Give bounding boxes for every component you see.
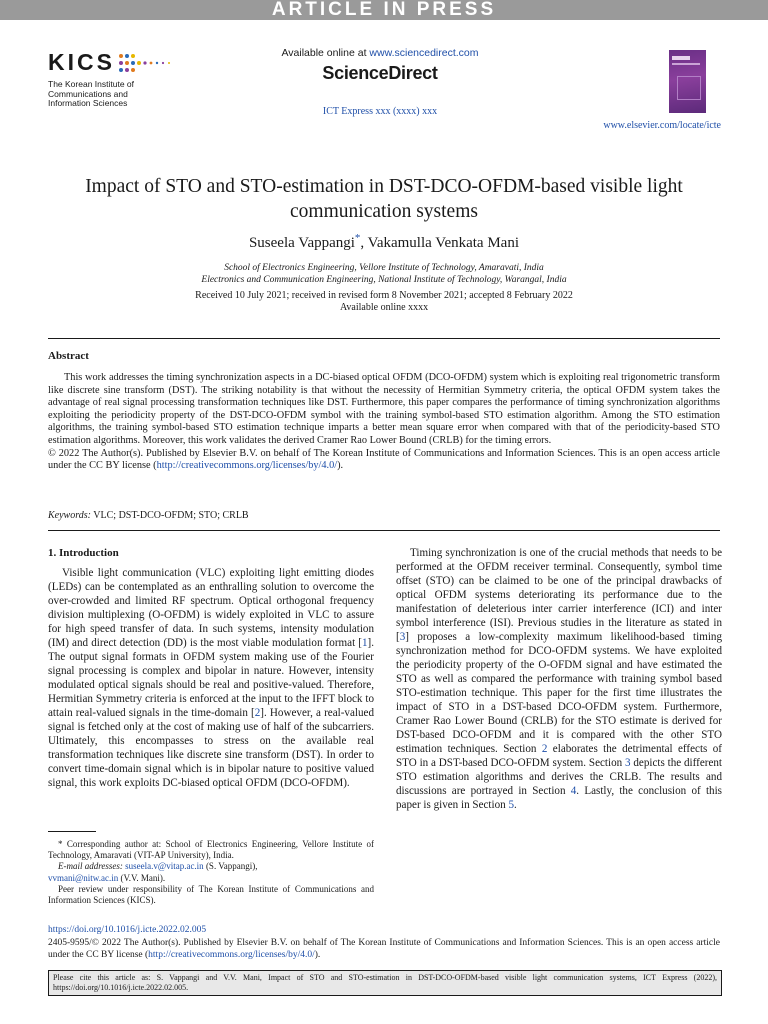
sciencedirect-link[interactable]: www.sciencedirect.com: [369, 47, 479, 59]
cover-decoration: [672, 56, 690, 60]
keywords-list: VLC; DST-DCO-OFDM; STO; CRLB: [90, 510, 249, 521]
logo-line: Information Sciences: [48, 98, 128, 108]
sciencedirect-logo: ScienceDirect: [322, 63, 438, 83]
email-link[interactable]: suseela.v@vitap.ac.in: [125, 861, 204, 872]
section-link[interactable]: 2: [541, 743, 548, 755]
keywords: [48, 510, 249, 521]
license-link[interactable]: http://creativecommons.org/licenses/by/4.0/: [156, 460, 338, 472]
cover-decoration: [677, 76, 701, 100]
article-title: Impact of STO and STO-estimation in DST-DCO-OFDM-based visible light communication systems: [85, 176, 683, 222]
text-run: ]. However, a real-valued signal is fetched only at the cost of making use of half of the subcarriers. Ultimately, this encompasses to stress on the available real transformation techniques like discrete sine transform (DST). In order to convert time-domain signal which is in bipolar nature to positive valued signal, this work exploits DC-biased optical OFDM (DCO-OFDM).: [48, 707, 374, 789]
footnotes: [48, 839, 374, 906]
affiliation: School of Electronics Engineering, Vellore Institute of Technology, Amaravati, India: [224, 263, 544, 273]
logo-line: Communications and: [48, 88, 128, 99]
abstract-body: [48, 372, 720, 473]
author-list: [60, 232, 708, 252]
affiliation: Electronics and Communication Engineering, National Institute of Technology, Warangal, India: [201, 275, 567, 285]
divider: [48, 530, 720, 531]
abstract-heading: Abstract: [48, 350, 89, 362]
email-link[interactable]: vvmani@nitw.ac.in: [48, 872, 119, 883]
text-run: Timing synchronization is one of the crucial methods that needs to be performed at the OFDM receiver terminal. Consequently, symbol time offset (STO) can be claimed to be one of the principal drawbacks of optical OFDM systems deteriorating its performance due to the manifestation of deleterious inter carrier interference (ICI) and inter symbol interference (ISI). Previous studies in the literature as stated in [: [396, 547, 722, 643]
email-owner: (V.V. Mani).: [118, 872, 166, 883]
citation-link[interactable]: 2: [254, 707, 261, 719]
available-online-line: [230, 47, 530, 59]
body-column-left: [48, 546, 374, 790]
author-separator: ,: [360, 235, 368, 251]
intro-paragraph: [396, 546, 722, 812]
copyright-close: ).: [314, 950, 321, 960]
cover-decoration: [672, 63, 700, 65]
text-run: .: [514, 799, 517, 811]
copyright-text: 2405-9595/© 2022 The Author(s). Published by Elsevier B.V. on behalf of The Korean Institute of Communications and Information Sciences. This is an open access article under the CC BY license (: [48, 938, 720, 960]
journal-homepage-link[interactable]: www.elsevier.com/locate/icte: [603, 120, 721, 131]
keywords-label: Keywords:: [48, 510, 91, 521]
journal-cover-image: [669, 50, 706, 113]
article-history: [60, 290, 708, 314]
text-run: ]. The output signal formats in OFDM system making use of the Fourier signal processing is complex and bipolar in nature. However, intensity modulated optical signals should be real and positive-valued. Therefore, Hermitian Symmetry criteria is enforced at the input to the IFFT block to attain real-valued signals in the time-domain [: [48, 637, 374, 719]
publisher-logo: [48, 50, 188, 109]
author-name: Suseela Vappangi: [248, 235, 355, 251]
citation-link[interactable]: 3: [399, 631, 406, 643]
section-link[interactable]: 4: [570, 785, 577, 797]
body-column-right-content: [396, 546, 722, 812]
text-run: . Lastly, the conclusion of this paper is given in Section: [396, 785, 722, 811]
citation-box: Please cite this article as: S. Vappangi and V.V. Mani, Impact of STO and STO-estimation in DST-DCO-OFDM-based visible light communication systems, ICT Express (2022), https://doi.org/10.1016/j.icte.2022.02.005.: [48, 970, 722, 996]
doi-link[interactable]: https://doi.org/10.1016/j.icte.2022.02.005: [48, 925, 207, 935]
publisher-logo-subtitle: [48, 80, 188, 109]
license-link[interactable]: http://creativecommons.org/licenses/by/4.0/: [148, 950, 315, 960]
section-link[interactable]: 5: [508, 799, 515, 811]
text-run: Visible light communication (VLC) exploiting light emitting diodes (LEDs) can be contemplated as an enthralling solution to overcome the over-crowded and limited RF spectrum. Optical orthogonal frequency division multiplexing (O-OFDM) is widely exploited in VLC to assure for high speed transfer of data. In such systems, intensity modulation (IM) and direct detection (DD) is the most viable modulation format [: [48, 567, 374, 649]
section-link[interactable]: 3: [625, 757, 631, 769]
intro-paragraph: [48, 566, 374, 790]
logo-dots-icon: [118, 53, 174, 73]
license-close: ).: [337, 460, 344, 472]
author-name: Vakamulla Venkata Mani: [367, 235, 520, 251]
abstract-license: [48, 448, 720, 473]
available-prefix: Available online at: [281, 47, 370, 59]
divider: [48, 338, 720, 339]
available-online-date: Available online xxxx: [339, 302, 429, 313]
email-note: [48, 861, 374, 883]
corresponding-author-note: * Corresponding author at: School of Electronics Engineering, Vellore Institute of Technology, Amaravati (VIT-AP University), India.: [48, 839, 374, 861]
logo-line: The Korean Institute of: [48, 79, 134, 89]
received-dates: Received 10 July 2021; received in revised form 8 November 2021; accepted 8 February 2022: [195, 290, 573, 301]
section-heading: 1. Introduction: [48, 547, 119, 559]
license-text: © 2022 The Author(s). Published by Elsevier B.V. on behalf of The Korean Institute of Communications and Information Sciences. This is an open access article under the CC BY license (: [48, 447, 720, 472]
citation-link[interactable]: 1: [361, 637, 368, 649]
footnote-divider: [48, 831, 96, 832]
affiliations: [60, 262, 708, 286]
text-run: elaborates the detrimental effects of STO in a DST-based DCO-OFDM system. Section: [396, 743, 722, 769]
corresponding-author-mark[interactable]: *: [354, 232, 361, 244]
journal-reference[interactable]: ICT Express xxx (xxxx) xxx: [322, 106, 438, 117]
article-in-press-banner: ARTICLE IN PRESS: [0, 0, 768, 20]
text-run: depicts the different STO estimation algorithms and derives the CRLB. The results and discussions are portrayed in Section: [396, 757, 722, 797]
email-label: E-mail addresses:: [58, 861, 123, 872]
peer-review-note: Peer review under responsibility of The Korean Institute of Communications and Information Sciences (KICS).: [48, 883, 374, 906]
email-owner: (S. Vappangi),: [203, 861, 258, 872]
publisher-logo-word: KICS: [48, 49, 115, 75]
copyright-notice: [48, 937, 720, 961]
abstract-text: This work addresses the timing synchronization aspects in a DC-biased optical OFDM (DCO-OFDM) system which is exploiting real trigonometric transform like discrete sine transform (DST). The striking notability is that without the necessity of Hermitian Symmetry criteria, the optical OFDM system takes the advantage of real signal processing transformation techniques like DST. Furthermore, this paper compares the performance of timing synchronization algorithms exploiting the periodicity property of the DST-DCO-OFDM symbol with the training symbol-based STO estimation algorithm. Among the STO estimation algorithms, the training symbol-based STO estimation technique imparts a better mean square error when compared with that of the periodicity-based STO estimation algorithms. Moreover, this work validates the derived Cramer Rao Lower Bound (CRLB) for the timing errors.: [48, 372, 720, 446]
text-run: ] proposes a low-complexity maximum likelihood-based timing synchronization method for DCO-OFDM systems. We have exploited the periodicity property of the O-OFDM signal and have estimated the STO as well as compared the performance with training symbol based STO-estimation technique. This paper for the first time illustrates the impact of STO in a DST-based DCO-OFDM system. Furthermore, Cramer Rao Lower Bound (CRLB) for the STO estimate is derived for DST-based DCO-OFDM and it is compared with the other STO estimation techniques. Section: [396, 631, 722, 755]
